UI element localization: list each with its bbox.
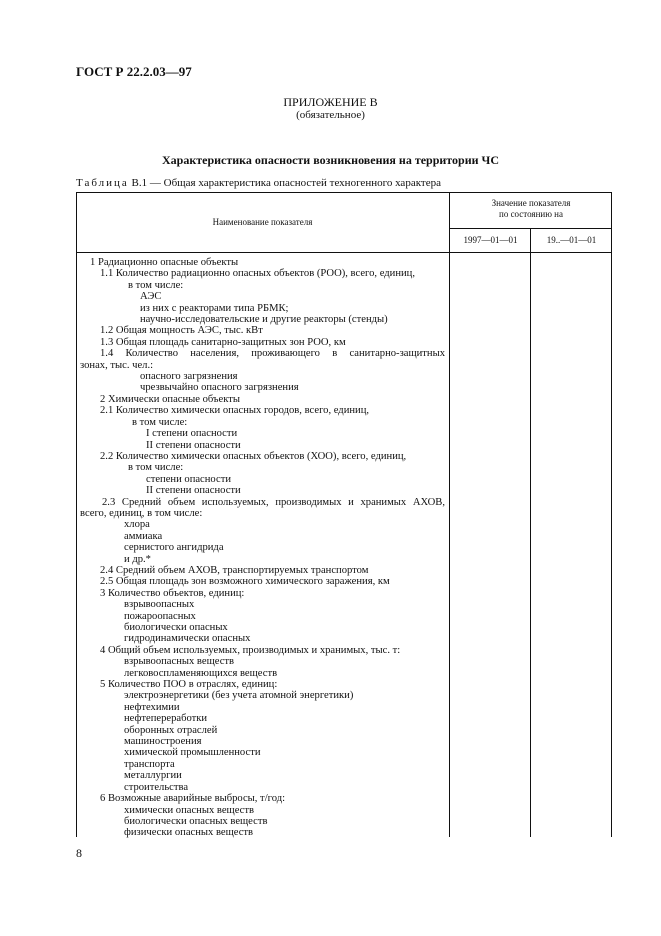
header-divider [76,252,612,253]
table-row: 5 Количество ПОО в отраслях, единиц: [100,679,278,691]
table-row: 2 Химически опасные объекты [100,393,240,405]
header-indicator-value: Значение показателя по состоянию на [491,198,571,219]
table-row: 2.1 Количество химически опасных городов, всего, единиц, [100,405,370,417]
header-date-19xx: 19..—01—01 [546,235,597,245]
header-date-1997: 1997—01—01 [463,235,518,245]
table-caption [76,177,441,189]
table-row: пожароопасных [124,610,196,622]
table-row: металлургии [124,770,182,782]
table-row: 2.4 Средний объем АХОВ, транспортируемых транспортом [100,564,369,576]
table-border-left [76,192,77,837]
table-row: физически опасных веществ [124,827,254,839]
table-row: степени опасности [146,473,231,485]
table-row: II степени опасности [146,485,241,497]
table-row: 2.2 Количество химически опасных объектов (ХОО), всего, единиц, [100,450,407,462]
table-row: 6 Возможные аварийные выбросы, т/год: [100,793,286,805]
table-row: машиностроения [124,736,202,748]
appendix-heading [0,96,661,122]
table-row: гидродинамически опасных [124,633,251,645]
table-row: транспорта [124,758,175,770]
table-row: 2.3 Средний объем используемых, производимых и хранимых АХОВ, [102,496,445,508]
table-row: 1.4 Количество населения, проживающего в санитарно-защитных [100,348,445,360]
table-row: строительства [124,781,189,793]
table-row: чрезвычайно опасного загрязнения [140,382,299,394]
table-row: зонах, тыс. чел.: [80,359,154,371]
table-row: взрывоопасных веществ [124,656,235,668]
table-row: химически опасных веществ [124,804,255,816]
column-divider-2 [530,228,531,837]
table-row: 4 Общий объем используемых, производимых и хранимых, тыс. т: [100,644,401,656]
table-row: в том числе: [128,279,184,291]
table-row: химической промышленности [124,747,261,759]
header-indicator-name: Наименование показателя [212,217,313,227]
table-caption-prefix: Таблица [76,177,129,189]
table-row: электроэнергетики (без учета атомной энергетики) [124,690,354,702]
table-row: хлора [124,519,150,531]
table-row: 1.1 Количество радиационно опасных объектов (РОО), всего, единиц, [100,268,415,280]
section-title: Характеристика опасности возникновения на территории ЧС [161,153,500,167]
table-row: 3 Количество объектов, единиц: [100,587,245,599]
table-row: всего, единиц, в том числе: [80,507,203,519]
appendix-subtitle: (обязательное) [296,109,365,121]
document-code: ГОСТ Р 22.2.03—97 [76,64,192,79]
table-row: взрывоопасных [124,599,195,611]
table-row: 1 Радиационно опасные объекты [90,257,239,268]
hazard-table [76,192,612,837]
table-row: нефтепереработки [124,713,208,725]
table-row: и др.* [124,553,151,565]
table-row: АЭС [140,291,162,303]
column-divider-1 [449,192,450,837]
table-caption-text: В.1 — Общая характеристика опасностей техногенного характера [128,177,441,189]
table-row: II степени опасности [146,439,241,451]
page-number: 8 [76,846,82,860]
table-row: в том числе: [128,462,184,474]
table-row: из них с реакторами типа РБМК; [140,302,289,314]
table-row: 2.5 Общая площадь зон возможного химического заражения, км [100,576,390,588]
table-row: опасного загрязнения [140,371,238,383]
table-row: оборонных отраслей [124,724,218,736]
table-row: легковоспламеняющихся веществ [124,667,278,679]
table-row: сернистого ангидрида [124,542,224,554]
appendix-title: ПРИЛОЖЕНИЕ В [283,95,378,109]
table-row: в том числе: [132,416,188,428]
table-row: нефтехимии [124,701,180,713]
table-row: I степени опасности [146,428,238,440]
table-body-indicators [80,257,445,839]
table-row: биологически опасных веществ [124,815,268,827]
table-row: научно-исследовательские и другие реакторы (стенды) [140,314,388,326]
table-border-right [611,192,612,837]
table-row: 1.2 Общая мощность АЭС, тыс. кВт [100,325,263,337]
table-row: аммиака [124,530,163,542]
table-row: 1.3 Общая площадь санитарно-защитных зон РОО, км [100,336,346,348]
table-row: биологически опасных [124,622,228,633]
